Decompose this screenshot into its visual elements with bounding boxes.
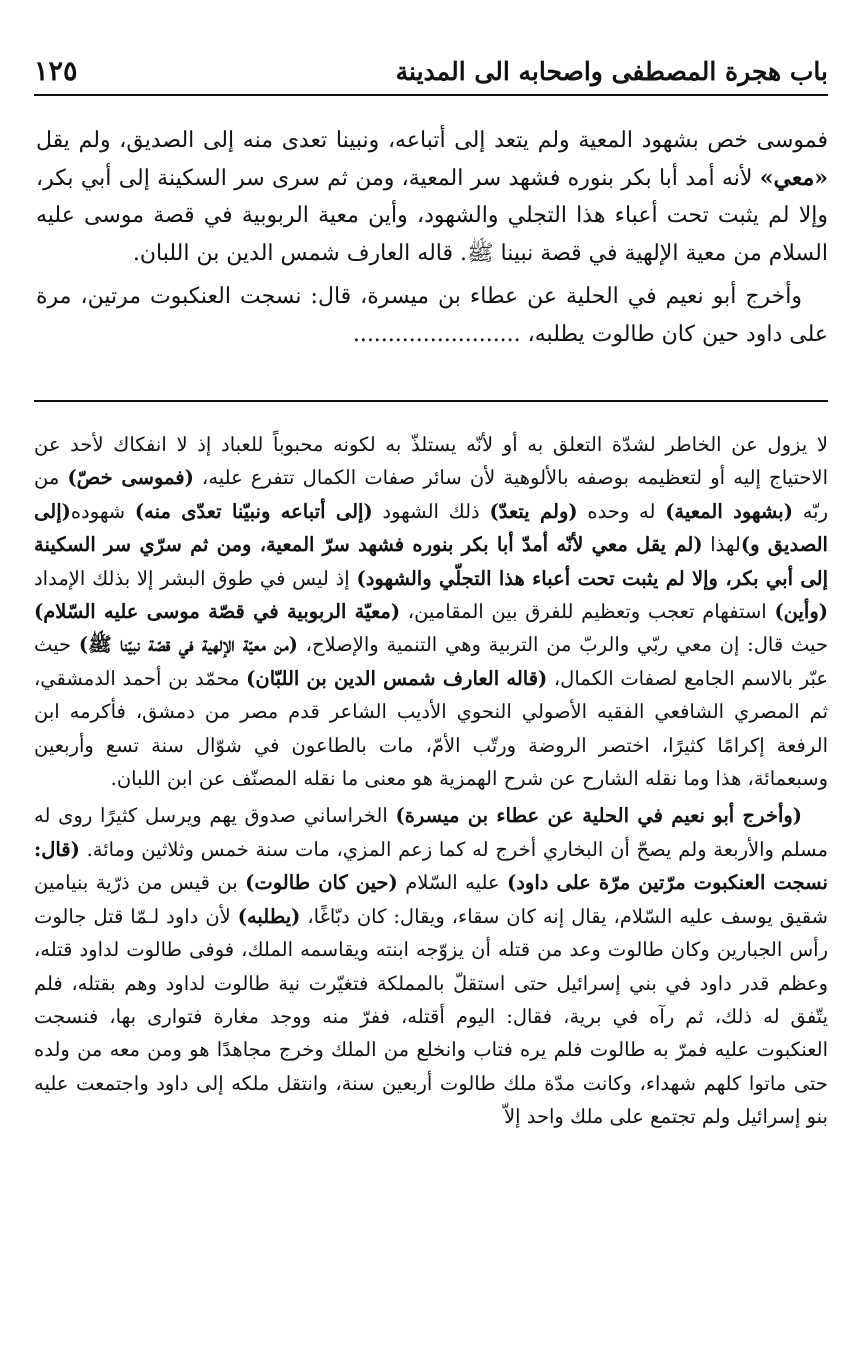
quoted-term: (إلى أتباعه ونبيّنا تعدّى منه) <box>134 499 373 523</box>
text-run: الخراساني صدوق يهم ويرسل كثيرًا روى له مسلم والأربعة ولم يصحّ أن البخاري أخرج له كما زعم المزي، مات سنة خمس وثلاثين ومائة. <box>34 804 828 861</box>
text-run: شهوده <box>70 499 135 523</box>
main-paragraph: وأخرج أبو نعيم في الحلية عن عطاء بن ميسرة، قال: نسجت العنكبوت مرتين، مرة على داود حين كان طالوت يطلبه، ........................ <box>36 284 828 347</box>
quoted-term: (يطلبه) <box>237 904 301 928</box>
page-header <box>34 48 828 96</box>
quoted-term: (ولم يتعدّ) <box>489 499 578 523</box>
text-run: استفهام تعجب وتعظيم للفرق بين المقامين، <box>400 600 775 624</box>
text-run: عليه السّلام <box>397 871 507 895</box>
commentary-paragraph <box>34 799 828 1133</box>
text-run: فموسى خص بشهود المعية ولم يتعد إلى أتباعه، ونبينا تعدى منه إلى الصديق، ولم يقل <box>36 128 828 153</box>
text-run: محمّد بن أحمد الدمشقي، ثم المصري الشافعي الفقيه الأصولي النحوي الأديب الشاعر قدم مصر من دمشق، فأكرمه ابن الرفعة إكرامًا كثيرًا، اختصر الروضة ورتّب الأمّ، مات بالطاعون في شوّال سنة تسع وأربعين وسبعمائة، هذا وما نقله الشارح عن شرح الهمزية هو معنى ما نقله المصنّف عن ابن اللبان. <box>34 666 828 791</box>
quoted-term: «معي» <box>759 164 828 191</box>
text-run: له وحده <box>577 499 666 523</box>
text-run: لهذا <box>702 533 741 557</box>
text-run: بن قيس من ذرّية بنيامين شقيق يوسف عليه السّلام، يقال إنه كان سقاء، ويقال: كان دبّاغًا، <box>34 871 828 928</box>
separator-rule <box>34 400 828 402</box>
quoted-term: (معيّة الربوبية في قصّة موسى عليه السّلام) <box>34 600 401 624</box>
text-run: ذلك الشهود <box>372 499 490 523</box>
quoted-term: (وأين) <box>774 600 828 624</box>
quoted-term: (قال: نسجت العنكبوت مرّتين مرّة على داود) <box>34 837 828 895</box>
text-run: لأن داود لـمّا قتل جالوت رأس الجبارين وكان طالوت وعد من قتله أن يزوّجه ابنته ويقاسمه الملك، فوفى طالوت لداود قتله، وعظم قدر داود في بني إسرائيل حتى استقلّ بالمملكة فتغيّرت نية طالوت لداود وهم بقتله، فلم يتّفق له ذلك، ثم رآه في برية، فقال: اليوم أقتله، ففرّ منه ووجد مغارة فتوارى بها، فنسجت العنكبوت عليه فمرّ به طالوت فلم يره فتاب وانخلع من الملك وخرج مجاهدًا هو ومن معه من ولده حتى ماتوا كلهم شهداء، وكانت مدّة ملك طالوت أربعين سنة، وانتقل ملكه إلى داود واجتمعت عليه بنو إسرائيل ولم تجتمع على ملك واحد إلاّ <box>34 904 828 1129</box>
main-paragraph <box>36 122 828 272</box>
quoted-term: (فموسى خصّ) <box>67 466 194 490</box>
quoted-term: (لم يقل معي لأنّه أمدّ أبا بكر بنوره فشهد سرّ المعية، ومن ثم سرّي سر السكينة إلى أبي بكر، وإلا لم يثبت تحت أعباء هذا التجلّي والشهود) <box>34 533 828 590</box>
quoted-term: (إلى الصديق و) <box>34 499 828 557</box>
commentary-paragraph <box>34 428 828 795</box>
text-run: من ربّه <box>34 466 828 523</box>
page-number: ١٢٥ <box>34 55 78 87</box>
text-run: إذ ليس في طوق البشر إلا بذلك الإمداد <box>34 566 357 590</box>
quoted-term: (حين كان طالوت) <box>245 871 398 895</box>
text-run: لأنه أمد أبا بكر بنوره فشهد سر المعية، ومن ثم سرى سر السكينة إلى أبي بكر، وإلا لم يثبت تحت أعباء هذا التجلي والشهود، وأين معية الربوبية في قصة موسى عليه السلام من معية الإلهية في قصة نبينا ﷺ. قاله العارف شمس الدين بن اللبان. <box>36 165 828 266</box>
quoted-term: (وأخرج أبو نعيم في الحلية عن عطاء بن ميسرة) <box>395 804 802 828</box>
main-text <box>36 122 828 359</box>
chapter-title: باب هجرة المصطفى واصحابه الى المدينة <box>395 56 828 86</box>
quoted-term: (بشهود المعية) <box>665 499 793 523</box>
quoted-term: (قاله العارف شمس الدين بن اللبّان) <box>246 666 548 690</box>
quoted-term: (من معيّة الإلهية في قصّة نبيّنا ﷺ) <box>78 633 298 657</box>
text-run: حيث قال: إن معي ربّي والربّ من التربية وهي التنمية والإصلاح، <box>297 633 828 657</box>
text-run: لا يزول عن الخاطر لشدّة التعلق به أو لأنّه يستلذّ به لكونه محبوباً للعباد إذ لا انفكاك لأحد عن الاحتياج إليه أو لتعظيمه بوصفه بالألوهية لأن سائر صفات الكمال تتفرع عليه، <box>34 433 828 490</box>
text-run: حيث عبّر بالاسم الجامع لصفات الكمال، <box>34 633 829 690</box>
commentary-text <box>34 428 828 1138</box>
